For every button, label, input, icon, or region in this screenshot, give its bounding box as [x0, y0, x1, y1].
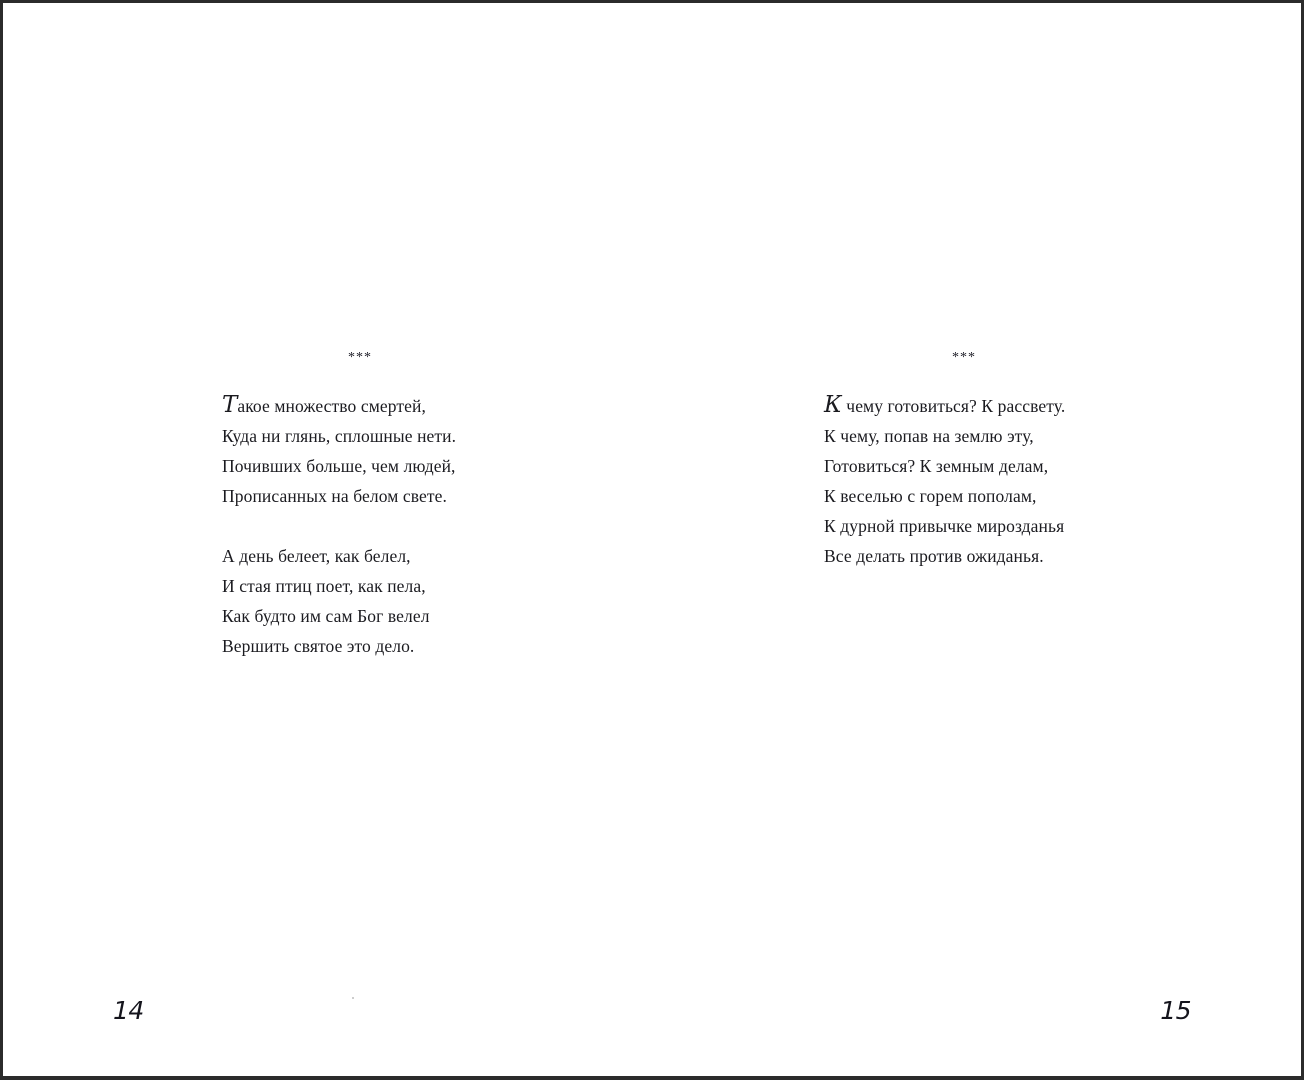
drop-initial: Т [222, 392, 238, 418]
poem-right [824, 343, 1065, 571]
poem-line: Как будто им сам Бог велел [222, 606, 430, 626]
page-left [3, 3, 652, 1077]
stanza [222, 391, 456, 511]
drop-initial: К [824, 392, 842, 418]
poem-line [222, 391, 456, 421]
poem-left [222, 343, 456, 661]
ornament-asterisks: *** [952, 350, 976, 365]
poem-line-text: чему готовиться? К рассвету. [841, 396, 1066, 416]
poem-line: К веселью с горем пополам, [824, 486, 1037, 506]
poem-line: Готовиться? К земным делам, [824, 456, 1049, 476]
stanza [222, 541, 456, 661]
poem-line: И стая птиц поет, как пела, [222, 576, 426, 596]
poem-line: Все делать против ожиданья. [824, 546, 1044, 566]
poem-line: Вершить святое это дело. [222, 636, 415, 656]
poem-line: А день белеет, как белел, [222, 546, 411, 566]
page-number-left: 14 [113, 996, 144, 1025]
scan-speck [352, 997, 354, 999]
poem-line: Куда ни глянь, сплошные нети. [222, 426, 457, 446]
book-spread [3, 3, 1301, 1077]
poem-line-text: акое множество смертей, [237, 396, 426, 416]
poem-line [824, 391, 1065, 421]
poem-line: Прописанных на белом свете. [222, 486, 447, 506]
ornament-asterisks: *** [348, 350, 372, 365]
stanza [824, 391, 1065, 571]
poem-line: К дурной привычке мирозданья [824, 516, 1065, 536]
page-right [652, 3, 1301, 1077]
poem-line: Почивших больше, чем людей, [222, 456, 456, 476]
poem-line: К чему, попав на землю эту, [824, 426, 1034, 446]
page-number-right: 15 [1160, 996, 1191, 1025]
